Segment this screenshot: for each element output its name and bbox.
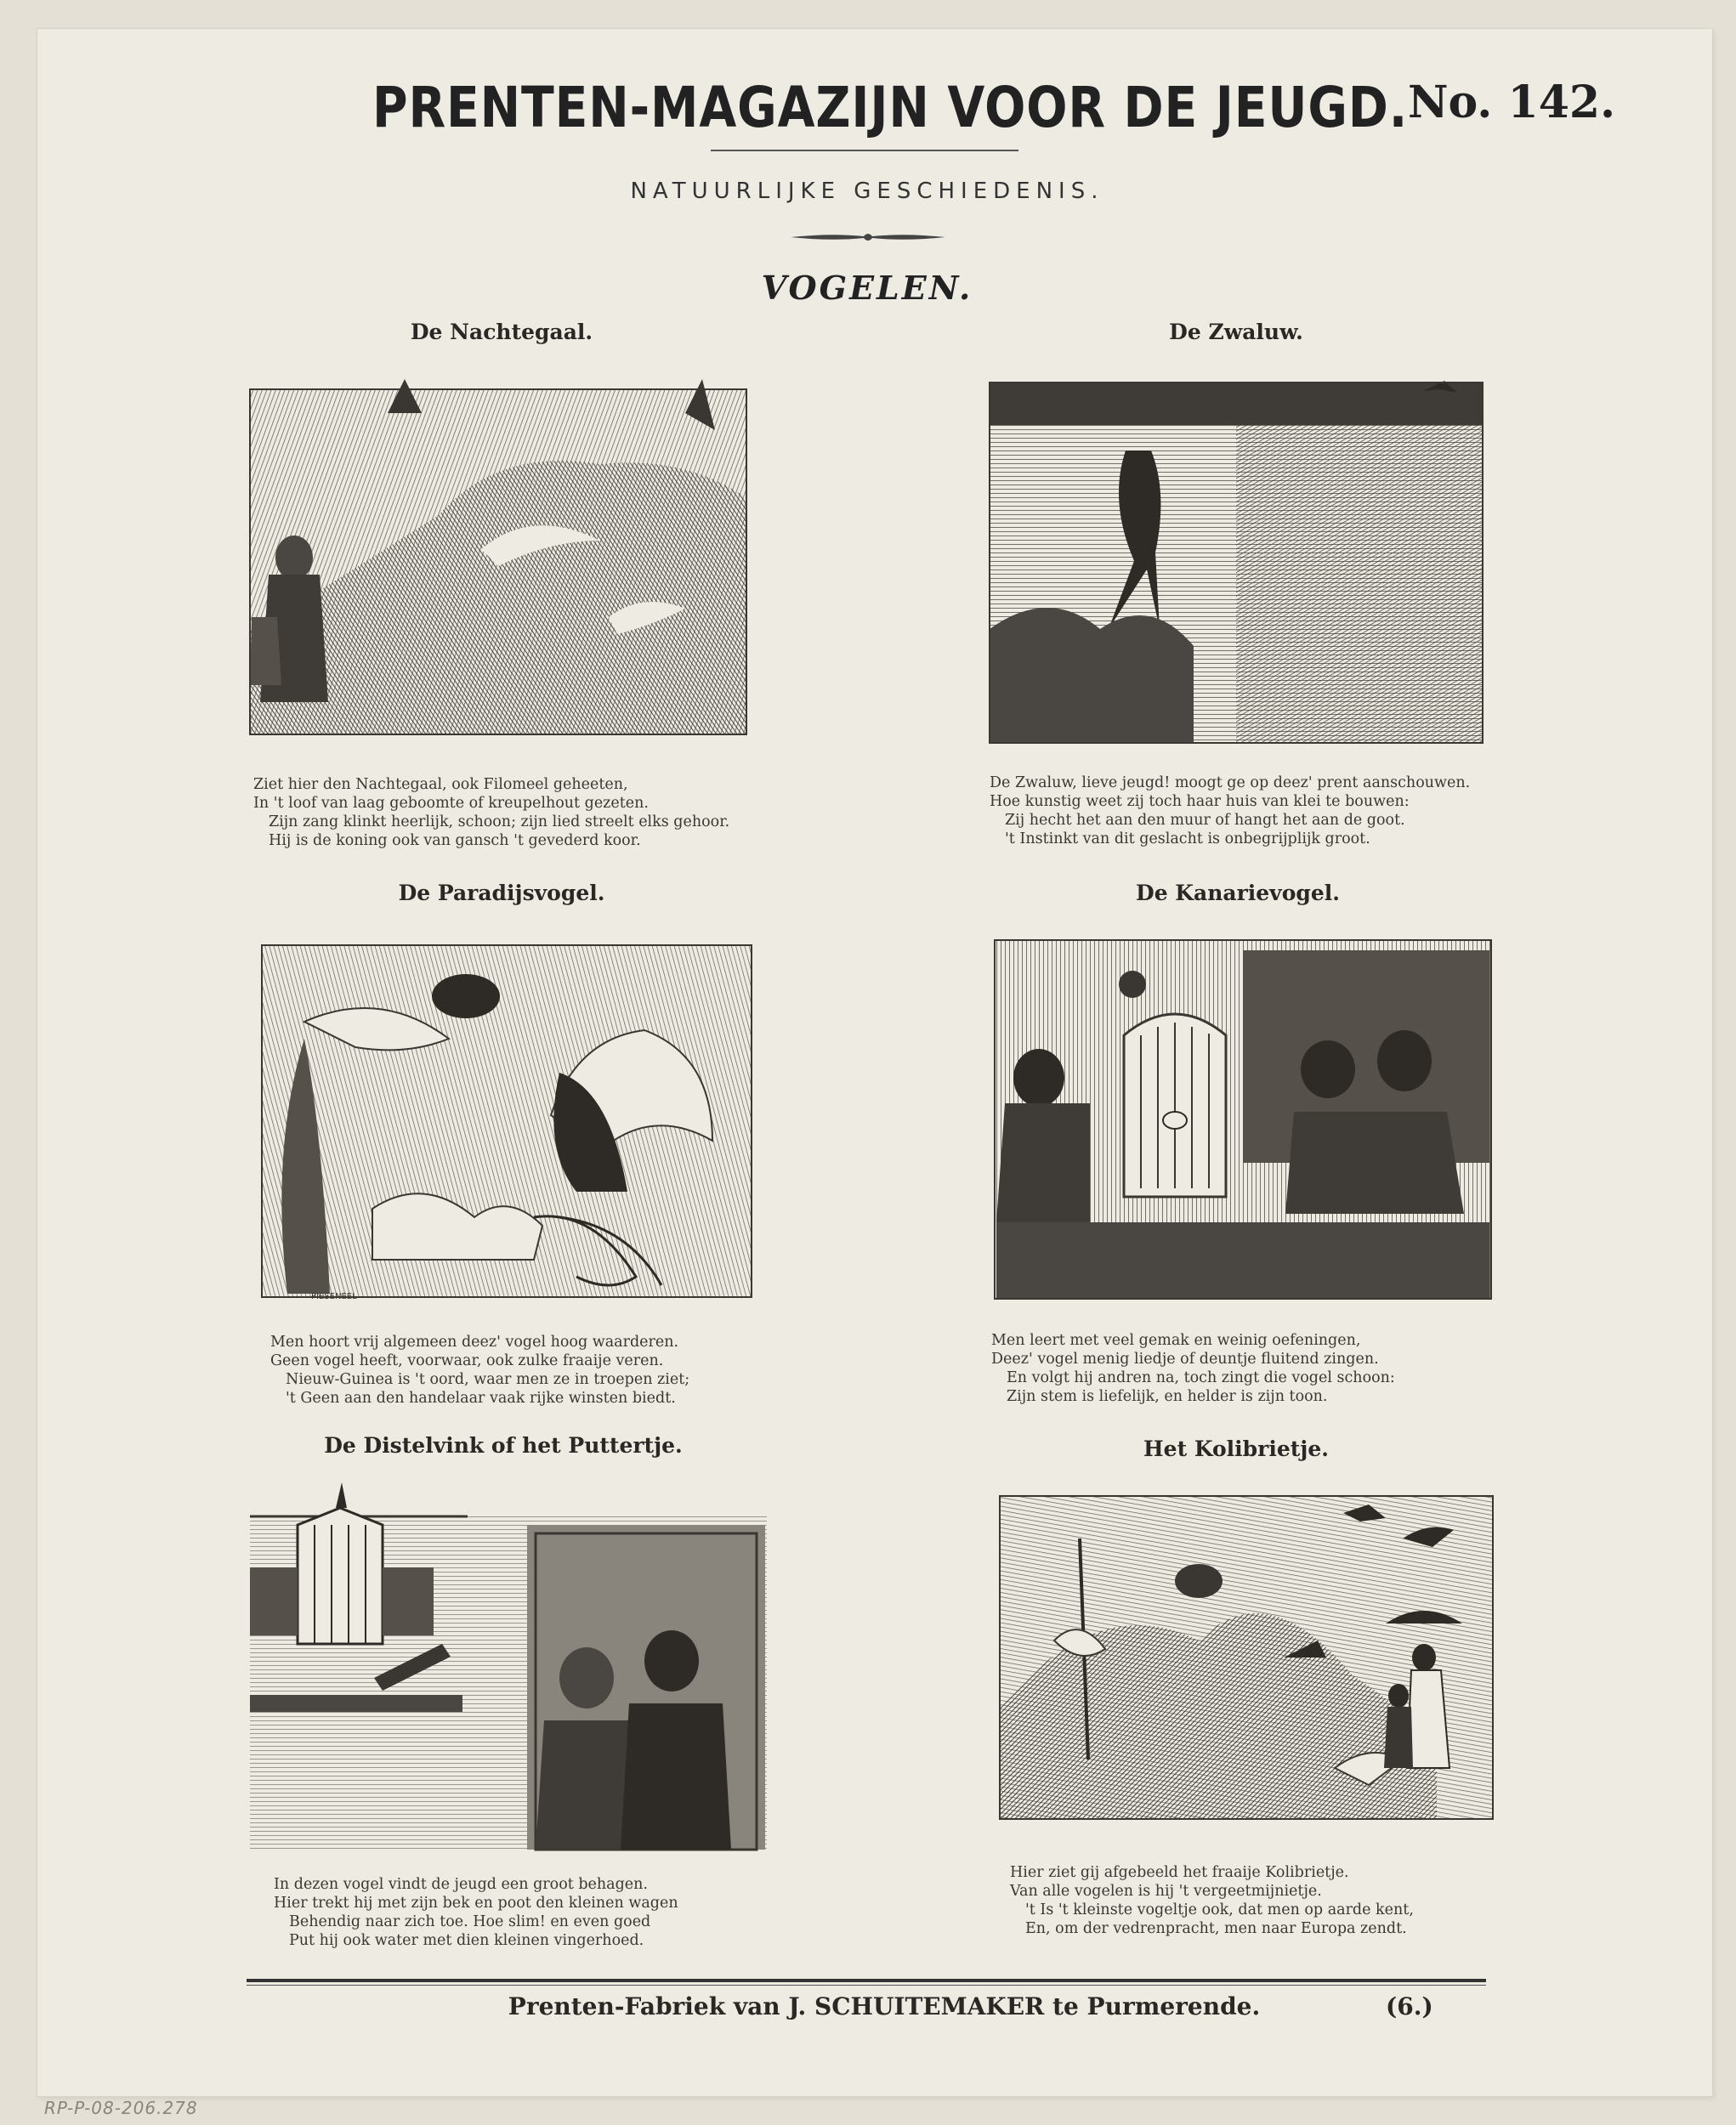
panel-title: De Distelvink of het Puttertje. (324, 1433, 683, 1458)
swallow-illustration (981, 374, 1495, 751)
page-title: PRENTEN-MAGAZIJN VOOR DE JEUGD. (372, 75, 1409, 140)
panel-title: De Paradijsvogel. (398, 881, 605, 905)
engraver-signature: PIESENEEL (311, 1292, 357, 1301)
inventory-mark: RP-P-08-206.278 (44, 2098, 198, 2118)
subtitle: NATUURLIJKE GESCHIEDENIS. (630, 178, 1104, 204)
footer-rule (247, 1979, 1486, 1982)
verse: Men hoort vrij algemeen deez' vogel hoog waarderen. Geen vogel heeft, voorwaar, ook zulke fraaije veren. Nieuw-Guinea is 't oord, waar men ze in troepen ziet; 't Geen aan den handelaar vaak rijke winsten biedt. (270, 1334, 690, 1407)
hummingbird-illustration (995, 1488, 1498, 1828)
panel-title: Het Kolibrietje. (1143, 1436, 1329, 1461)
verse: Ziet hier den Nachtegaal, ook Filomeel geheeten, In 't loof van laag geboomte of kreupelhout gezeten. Zijn zang klinkt heerlijk, schoon; zijn lied streelt elks gehoor. Hij is de koning ook van gansch 't gevederd koor. (253, 776, 730, 849)
ornament-divider (789, 230, 947, 245)
section-heading: VOGELEN. (761, 269, 973, 307)
panel-title: De Zwaluw. (1169, 320, 1303, 344)
panel-title: De Kanarievogel. (1136, 881, 1340, 905)
title-rule (711, 150, 1018, 151)
bird-of-paradise-illustration (253, 937, 760, 1306)
publisher-imprint: Prenten-Fabriek van J. SCHUITEMAKER te Purmerende. (508, 1992, 1261, 2020)
issue-number: No. 142. (1408, 76, 1616, 128)
canary-illustration (988, 933, 1498, 1306)
verse: De Zwaluw, lieve jeugd! moogt ge op deez' prent aanschouwen. Hoe kunstig weet zij toch haar huis van klei te bouwen: Zij hecht het aan den muur of hangt het aan de goot. 't Instinkt van dit geslacht is onbegrijplijk groot. (990, 774, 1471, 847)
goldfinch-illustration (247, 1474, 770, 1853)
verse: Men leert met veel gemak en weinig oefeningen, Deez' vogel menig liedje of deuntje fluitend zingen. En volgt hij andren na, toch zingt die vogel schoon: Zijn stem is liefelijk, en helder is zijn toon. (991, 1332, 1395, 1405)
panel-title: De Nachtegaal. (410, 320, 593, 344)
footer-rule-thin (247, 1985, 1486, 1986)
sheet-number: (6.) (1386, 1992, 1433, 2020)
verse: Hier ziet gij afgebeeld het fraaije Kolibrietje. Van alle vogelen is hij 't vergeetmijnietje. 't Is 't kleinste vogeltje ook, dat men op aarde kent, En, om der vedrenpracht, men naar Europa zendt. (1010, 1864, 1414, 1937)
verse: In dezen vogel vindt de jeugd een groot behagen. Hier trekt hij met zijn bek en poot den kleinen wagen Behendig naar zich toe. Hoe slim! en even goed Put hij ook water met dien kleinen vingerhoed. (274, 1876, 678, 1949)
nightingale-illustration (243, 379, 753, 745)
